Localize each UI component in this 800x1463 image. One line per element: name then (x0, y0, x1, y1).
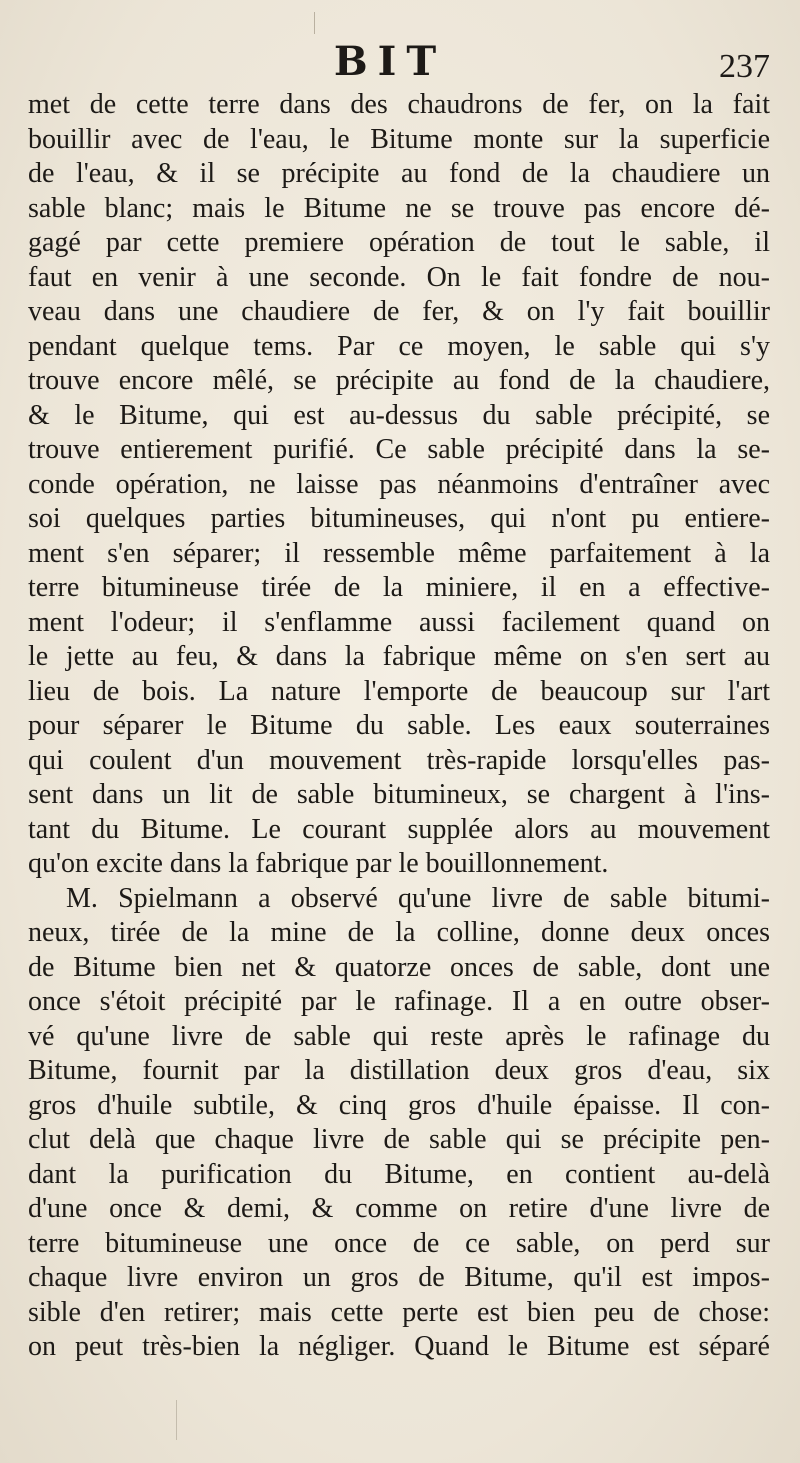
text-line: chaque livre environ un gros de Bitume, qu'il est impos- (28, 1262, 770, 1293)
text-line: le jette au feu, & dans la fabrique même on s'en sert au (28, 641, 770, 672)
text-line: ment s'en séparer; il ressemble même parfaitement à la (28, 537, 770, 569)
text-line: soi quelques parties bitumineuses, qui n'ont pu entiere- (28, 503, 770, 534)
paper-mark (176, 1400, 177, 1440)
text-line: pour séparer le Bitume du sable. Les eaux souterraines (28, 710, 770, 741)
text-line: faut en venir à une seconde. On le fait fondre de nou- (28, 261, 770, 293)
text-line: & le Bitume, qui est au-dessus du sable précipité, se (28, 399, 770, 431)
page-number: 237 (719, 48, 770, 85)
text-line: lieu de bois. La nature l'emporte de beaucoup sur l'art (28, 675, 770, 707)
text-line: de Bitume bien net & quatorze onces de sable, dont une (28, 951, 770, 983)
text-line: pendant quelque tems. Par ce moyen, le sable qui s'y (28, 330, 770, 362)
text-line: sent dans un lit de sable bitumineux, se chargent à l'ins- (28, 779, 770, 810)
text-line: trouve encore mêlé, se précipite au fond de la chaudiere, (28, 365, 770, 396)
text-line: de l'eau, & il se précipite au fond de la chaudiere un (28, 158, 770, 189)
running-head: BIT (333, 38, 447, 85)
text-line: vé qu'une livre de sable qui reste après le rafinage du (28, 1020, 770, 1052)
paragraph-start-line: M. Spielmann a observé qu'une livre de sable bitumi- (66, 882, 770, 914)
text-line: d'une once & demi, & comme on retire d'une livre de (28, 1193, 770, 1224)
text-line: trouve entierement purifié. Ce sable précipité dans la se- (28, 434, 770, 465)
paragraph-end-line: qu'on excite dans la fabrique par le bouillonnement. (28, 848, 609, 879)
text-line: veau dans une chaudiere de fer, & on l'y fait bouillir (28, 296, 770, 327)
text-line: bouillir avec de l'eau, le Bitume monte sur la superficie (28, 123, 770, 155)
text-line: clut delà que chaque livre de sable qui se précipite pen- (28, 1124, 770, 1155)
text-line: qui coulent d'un mouvement très-rapide lorsqu'elles pas- (28, 744, 770, 776)
text-line: terre bitumineuse tirée de la miniere, il en a effective- (28, 572, 770, 603)
text-line: gros d'huile subtile, & cinq gros d'huile épaisse. Il con- (28, 1089, 770, 1121)
text-line: terre bitumineuse une once de ce sable, on perd sur (28, 1227, 770, 1259)
text-line: Bitume, fournit par la distillation deux gros d'eau, six (28, 1055, 770, 1086)
text-line: sable blanc; mais le Bitume ne se trouve pas encore dé- (28, 192, 770, 224)
text-line: conde opération, ne laisse pas néanmoins d'entraîner avec (28, 468, 770, 500)
body-text (28, 88, 770, 1365)
text-line: tant du Bitume. Le courant supplée alors au mouvement (28, 813, 770, 845)
text-line: neux, tirée de la mine de la colline, donne deux onces (28, 917, 770, 948)
text-line: on peut très-bien la négliger. Quand le Bitume est séparé (28, 1331, 770, 1362)
paper-mark (314, 12, 315, 34)
text-line: sible d'en retirer; mais cette perte est bien peu de chose: (28, 1296, 770, 1328)
text-line: gagé par cette premiere opération de tout le sable, il (28, 227, 770, 258)
text-line: ment l'odeur; il s'enflamme aussi facilement quand on (28, 606, 770, 638)
text-line: met de cette terre dans des chaudrons de fer, on la fait (28, 89, 770, 120)
text-line: dant la purification du Bitume, en contient au-delà (28, 1158, 770, 1190)
text-line: once s'étoit précipité par le rafinage. Il a en outre obser- (28, 986, 770, 1017)
